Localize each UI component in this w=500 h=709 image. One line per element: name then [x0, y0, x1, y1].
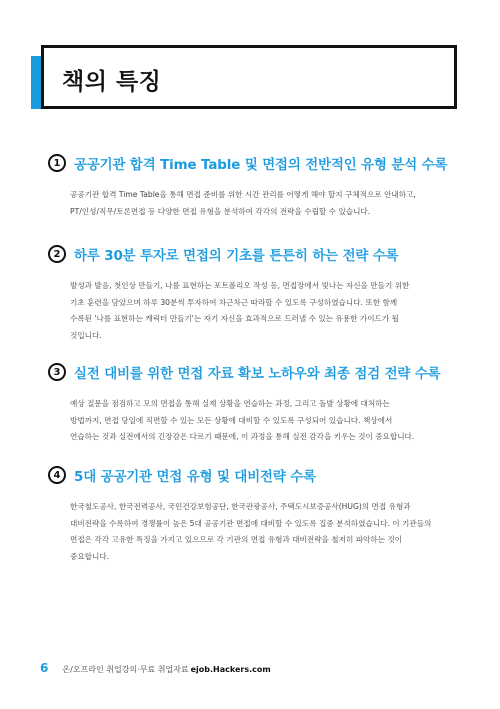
feature-section-3	[48, 362, 460, 446]
body-line: 발성과 발음, 첫인상 만들기, 나를 표현하는 포트폴리오 작성 등, 면접장에서 빛나는 자신을 만들기 위한	[70, 281, 410, 290]
body-line: 공공기관 합격 Time Table을 통해 면접 준비를 위한 시간 관리를 어떻게 해야 할지 구체적으로 안내하고,	[70, 190, 416, 199]
page-title: 책의 특징	[62, 69, 162, 95]
feature-section-2	[48, 244, 460, 344]
section-body	[48, 499, 460, 565]
section-title: 실전 대비를 위한 면접 자료 확보 노하우와 최종 점검 전략 수록	[74, 366, 441, 382]
body-line: 대비전략을 수록하여 경쟁률이 높은 5대 공공기관 면접에 대비할 수 있도록 집중 분석하였습니다. 이 기관들의	[70, 518, 432, 528]
body-line: 기초 훈련을 담았으며 하루 30분씩 투자하여 차근차근 따라할 수 있도록 구성하였습니다. 또한 함께	[70, 297, 398, 307]
section-title: 공공기관 합격 Time Table 및 면접의 전반적인 유형 분석 수록	[74, 157, 448, 173]
page-number: 6	[40, 661, 49, 675]
section-number-badge: 3	[48, 363, 66, 381]
body-line: 것입니다.	[70, 330, 102, 340]
body-line: 면접은 각각 고유한 특징을 가지고 있으므로 각 기관의 면접 유형과 대비전략을 철저히 파악하는 것이	[70, 535, 403, 544]
body-line: 예상 질문을 점검하고 모의 면접을 통해 실제 상황을 연습하는 과정, 그리고 돌발 상황에 대처하는	[70, 399, 390, 408]
body-line: 중요합니다.	[70, 551, 110, 561]
body-line: PT/인성/직무/토론면접 등 다양한 면접 유형을 분석하여 각각의 전략을 수립할 수 있습니다.	[70, 206, 371, 216]
section-number-badge: 2	[48, 245, 66, 263]
footer-text: 온/오프라인 취업강의·무료 취업자료	[62, 665, 189, 674]
feature-section-1	[48, 153, 460, 220]
section-title: 5대 공공기관 면접 유형 및 대비전략 수록	[74, 469, 316, 485]
section-body	[48, 187, 460, 220]
section-title: 하루 30분 투자로 면접의 기초를 튼튼히 하는 전략 수록	[74, 248, 399, 264]
body-line: 연습하는 것과 실전에서의 긴장감은 다르기 때문에, 이 과정을 통해 실전 감각을 키우는 것이 중요합니다.	[70, 432, 415, 441]
feature-section-4	[48, 465, 460, 565]
body-line: 방법까지, 면접 당일에 직면할 수 있는 모든 상황에 대비할 수 있도록 구성되어 있습니다. 책상에서	[70, 415, 393, 425]
body-line: 수록된 '나를 표현하는 캐릭터 만들기'는 자기 자신을 효과적으로 드러낼 수 있는 유용한 가이드가 될	[70, 314, 399, 323]
page-footer	[40, 661, 271, 675]
body-line: 한국철도공사, 한국전력공사, 국민건강보험공단, 한국관광공사, 주택도시보증공사(HUG)의 면접 유형과	[70, 502, 411, 511]
footer-url: ejob.Hackers.com	[190, 665, 271, 674]
section-body	[48, 278, 460, 344]
section-number-badge: 1	[48, 154, 66, 172]
section-number-badge: 4	[48, 466, 66, 484]
section-body	[48, 396, 460, 446]
